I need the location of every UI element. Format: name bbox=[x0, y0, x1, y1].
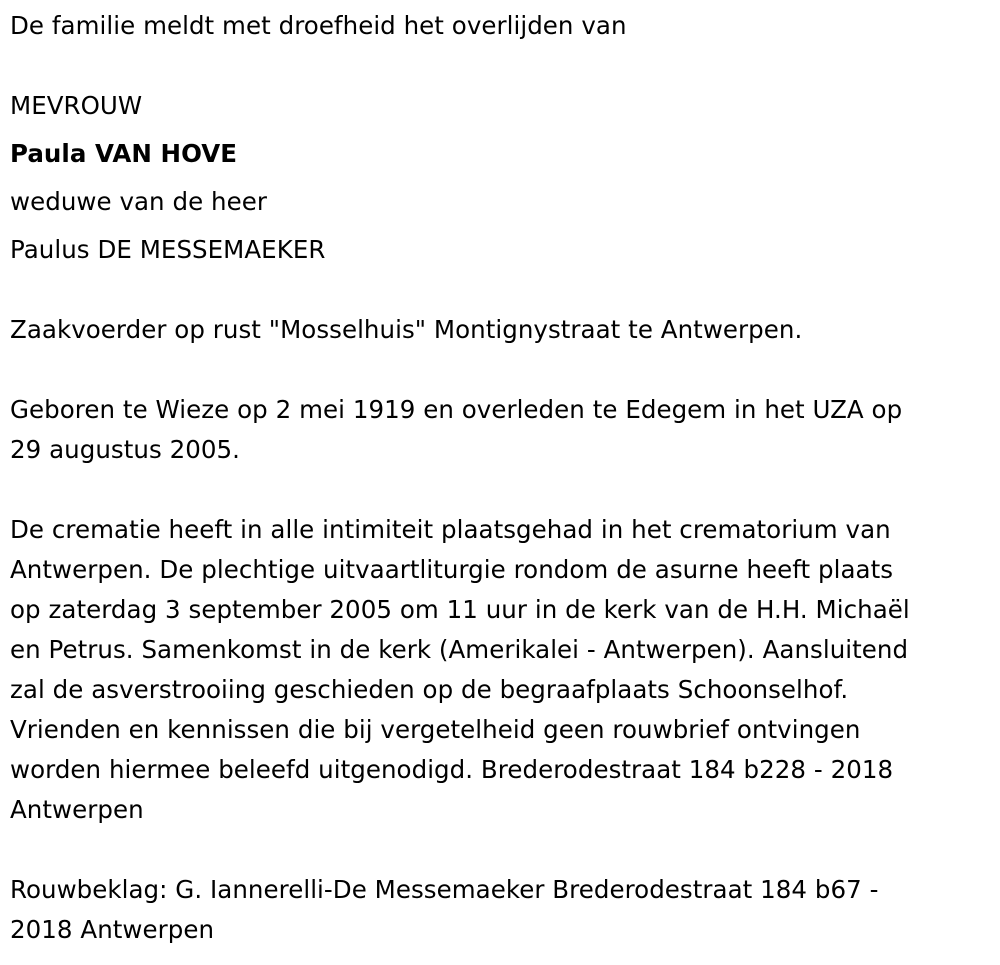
ceremony-line-2: Antwerpen. De plechtige uitvaartliturgie rondom de asurne heeft plaats bbox=[10, 555, 894, 584]
ceremony-line-5: zal de asverstrooiing geschieden op de begraafplaats Schoonselhof. bbox=[10, 675, 849, 704]
deceased-name: Paula VAN HOVE bbox=[10, 139, 238, 168]
spouse-name: Paulus DE MESSEMAEKER bbox=[10, 235, 326, 264]
birth-death-line-2: 29 augustus 2005. bbox=[10, 435, 241, 464]
occupation-text: Zaakvoerder op rust "Mosselhuis" Montignystraat te Antwerpen. bbox=[10, 315, 803, 344]
ceremony-line-8: Antwerpen bbox=[10, 795, 144, 824]
condolence-line-1: Rouwbeklag: G. Iannerelli-De Messemaeker Brederodestraat 184 b67 - bbox=[10, 875, 879, 904]
condolence-line-2: 2018 Antwerpen bbox=[10, 915, 215, 944]
relation-text: weduwe van de heer bbox=[10, 187, 267, 216]
ceremony-line-4: en Petrus. Samenkomst in de kerk (Amerikalei - Antwerpen). Aansluitend bbox=[10, 635, 909, 664]
ceremony-line-1: De crematie heeft in alle intimiteit plaatsgehad in het crematorium van bbox=[10, 515, 891, 544]
ceremony-line-3: op zaterdag 3 september 2005 om 11 uur in de kerk van de H.H. Michaël bbox=[10, 595, 910, 624]
intro-text: De familie meldt met droefheid het overlijden van bbox=[10, 11, 627, 40]
birth-death-line-1: Geboren te Wieze op 2 mei 1919 en overleden te Edegem in het UZA op bbox=[10, 395, 903, 424]
ceremony-line-7: worden hiermee beleefd uitgenodigd. Brederodestraat 184 b228 - 2018 bbox=[10, 755, 894, 784]
honorific: MEVROUW bbox=[10, 91, 143, 120]
ceremony-line-6: Vrienden en kennissen die bij vergetelheid geen rouwbrief ontvingen bbox=[10, 715, 861, 744]
